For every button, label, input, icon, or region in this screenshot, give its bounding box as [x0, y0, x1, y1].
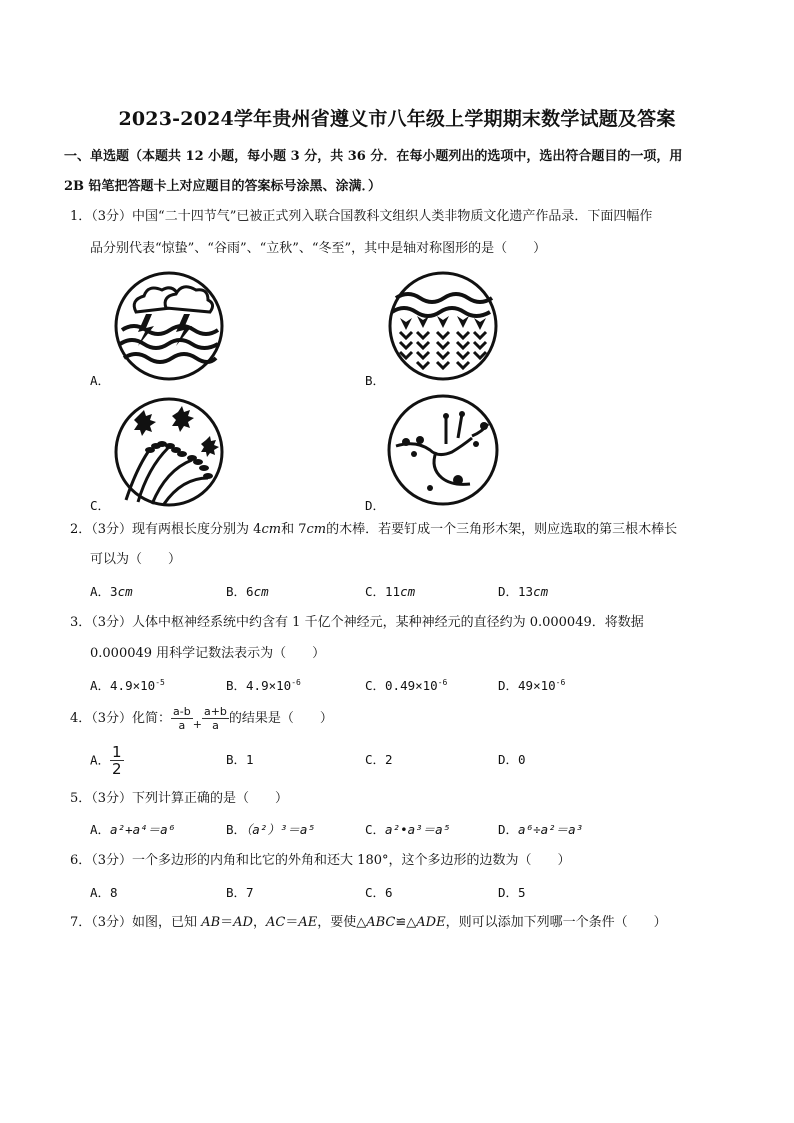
q2-stem-mid: 和 7 [281, 522, 307, 537]
q2-unit-2: cm [306, 522, 327, 537]
q6-option-d: D．5 [498, 885, 526, 900]
q2-stem-line2: 可以为（ ） [90, 552, 182, 567]
q1-figure-a-jingzhe [112, 270, 226, 382]
q4-option-d: D．0 [498, 752, 526, 767]
q2-option-a: A．3cm [90, 584, 133, 599]
q3-option-c: C．$0.49\times 10^{-6}$ [365, 678, 448, 693]
q2-option-c: C．11cm [365, 584, 416, 599]
q4-option-c: C．2 [365, 752, 393, 767]
q4-option-a: A． $\frac{1}{2}$ [90, 743, 122, 778]
q3-option-a: A．$4.9\times 10^{-5}$ [90, 678, 165, 693]
q4-stem-post: 的结果是（ ） [228, 711, 333, 726]
q6-option-c: C．6 [365, 885, 393, 900]
q6-option-a: A．8 [90, 885, 118, 900]
q4-option-b: B．1 [226, 752, 254, 767]
q5-option-b: B．（a²）³＝a⁵ [226, 822, 315, 837]
q1-stem-line1: 1．（3分）中国“二十四节气”已被正式列入联合国教科文组织人类非物质文化遗产作品录．下面四幅作 [70, 209, 653, 224]
q4-fraction-2: $\frac{a+b}{a}$ [203, 705, 227, 732]
q1-figure-b-guyu [386, 270, 500, 382]
q1-option-d-label: D． [365, 498, 386, 513]
q5-option-a: A．a²+a⁴＝a⁶ [90, 822, 176, 837]
q1-option-c-label: C． [90, 498, 111, 513]
q4-stem-pre: 4．（3分）化简： [70, 711, 172, 726]
q1-figure-d-dongzhi [386, 392, 500, 508]
q3-stem-line1: 3．（3分）人体中枢神经系统中约含有 1 千亿个神经元，某种神经元的直径约为 0.000049．将数据 [70, 615, 644, 630]
section-heading-line1: 一、单选题（本题共 12 小题，每小题 3 分，共 36 分．在每小题列出的选项中，选出符合题目的一项，用 [64, 149, 683, 164]
q4-fraction-1: $\frac{a-b}{a}$ [173, 705, 191, 732]
q2-option-b: B．6cm [226, 584, 269, 599]
q3-option-b: B．$4.9\times 10^{-6}$ [226, 678, 301, 693]
q5-stem: 5．（3分）下列计算正确的是（ ） [70, 791, 289, 806]
q2-stem-line1 [70, 521, 677, 539]
page-title: 2023-2024学年贵州省遵义市八年级上学期期末数学试题及答案 [118, 108, 676, 130]
q2-option-d: D．13cm [498, 584, 549, 599]
q7-stem: 7．（3分）如图，已知 AB＝AD，AC＝AE，要使△ABC≌△ADE，则可以添加下列哪一个条件（ ） [70, 915, 667, 930]
q5-option-c: C．a²•a³＝a⁵ [365, 822, 451, 837]
section-heading-line2: 2B 铅笔把答题卡上对应题目的答案标号涂黑、涂满．） [64, 179, 382, 194]
q5-option-d: D．a⁶÷a²＝a³ [498, 822, 584, 837]
q6-option-b: B．7 [226, 885, 254, 900]
q2-stem-post: 的木棒．若要钉成一个三角形木架，则应选取的第三根木棒长 [326, 522, 678, 537]
q4-stem: 4．（3分）化简： $\frac{a-b}{a}$ $_+$ $\frac{a+b}{a}$ 的结果是（ ） [70, 705, 333, 732]
q3-option-d: D．$49\times 10^{-6}$ [498, 678, 566, 693]
q6-stem: 6．（3分）一个多边形的内角和比它的外角和还大 180°，这个多边形的边数为（ ） [70, 853, 571, 868]
q1-figure-c-liqiu [112, 396, 226, 508]
q2-stem-pre: 2．（3分）现有两根长度分别为 4 [70, 522, 262, 537]
q3-stem-line2: 0.000049 用科学记数法表示为（ ） [90, 646, 326, 661]
q4-option-a-fraction: $\frac{1}{2}$ [112, 743, 122, 778]
q1-option-b-label: B． [365, 373, 386, 388]
q1-option-a-label: A． [90, 373, 111, 388]
q2-unit-1: cm [261, 522, 282, 537]
q1-stem-line2: 品分别代表“惊蛰”、“谷雨”、“立秋”、“冬至”，其中是轴对称图形的是（ ） [90, 241, 547, 256]
